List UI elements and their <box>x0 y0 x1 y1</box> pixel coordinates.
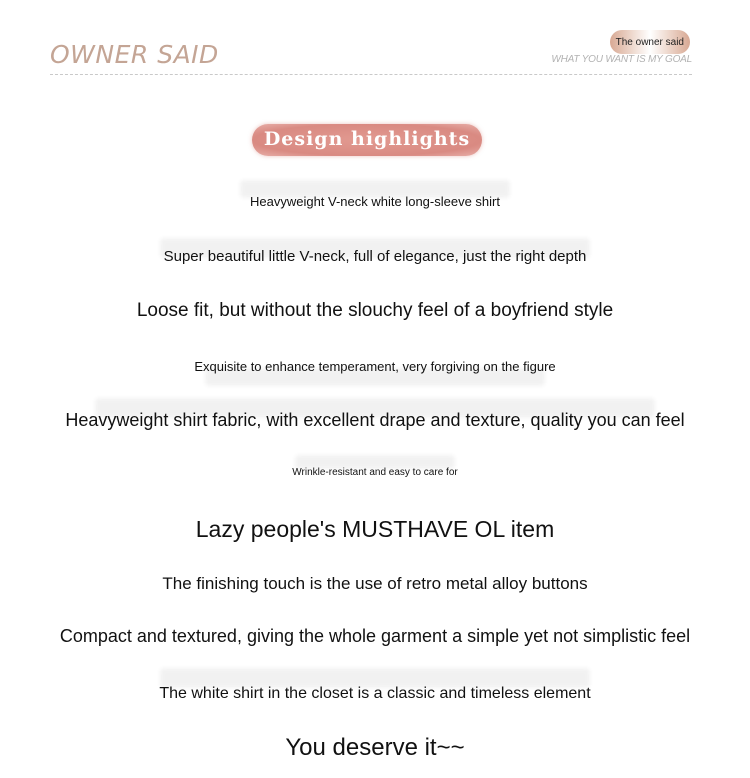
highlight-line: Lazy people's MUSTHAVE OL item <box>195 516 555 542</box>
design-highlights-title: Design highlights <box>263 128 471 150</box>
design-highlights-badge <box>252 124 482 156</box>
highlight-line: You deserve it~~ <box>285 734 465 761</box>
highlight-line: The white shirt in the closet is a classic and timeless element <box>159 685 591 702</box>
highlight-line: Loose fit, but without the slouchy feel of a boyfriend style <box>136 300 614 321</box>
tag-subtitle: WHAT YOU WANT IS MY GOAL <box>551 54 692 65</box>
header-title: OWNER SAID <box>50 40 219 69</box>
highlight-line: Exquisite to enhance temperament, very forgiving on the figure <box>194 359 556 374</box>
highlight-line: Compact and textured, giving the whole garment a simple yet not simplistic feel <box>59 626 691 646</box>
highlight-line: Wrinkle-resistant and easy to care for <box>292 467 458 478</box>
owner-tag <box>552 30 692 74</box>
highlight-line: Super beautiful little V-neck, full of elegance, just the right depth <box>163 248 587 265</box>
highlight-line: Heavyweight V-neck white long-sleeve shirt <box>249 194 500 209</box>
highlight-line: Heavyweight shirt fabric, with excellent drape and texture, quality you can feel <box>65 410 685 430</box>
highlight-line: The finishing touch is the use of retro metal alloy buttons <box>162 574 588 593</box>
section-header <box>50 30 692 75</box>
tag-label: The owner said <box>615 37 684 48</box>
